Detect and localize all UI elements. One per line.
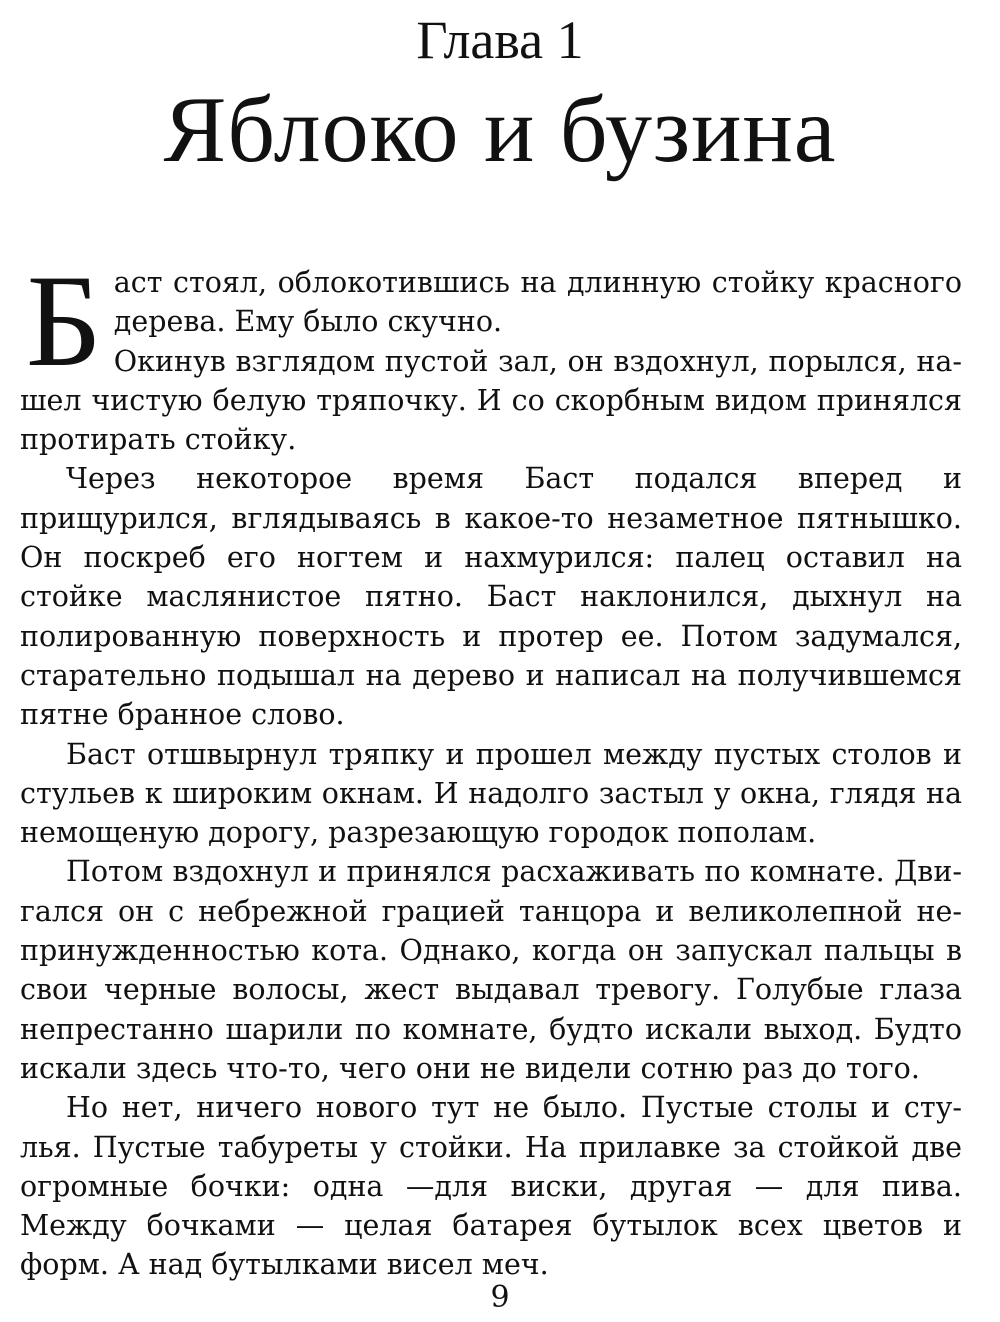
chapter-title: Яблоко и бузина <box>163 78 837 182</box>
drop-cap: Б <box>26 247 102 394</box>
paragraph: Потом вздохнул и принялся расхаживать по комнате. Двигался он с небрежной грацией танцора и великолепной непринужденностью кота. Однако, когда он запускал пальцы в свои черные волосы, жест выдавал тревогу. Голубые глаза непрестанно шарили по комнате, будто искали выход. Будто искали здесь что-то, чего они не видели сотню раз до того. <box>20 855 962 1085</box>
body-text <box>20 247 962 1285</box>
paragraph: Но нет, ничего нового тут не было. Пустые столы и стулья. Пустые табуреты у стойки. На прилавке за стойкой две огромные бочки: одна —для виски, другая — для пива. Между бочками — целая батарея бутылок всех цветов и форм. А над бутылками висел меч. <box>20 1091 962 1282</box>
page-number: 9 <box>490 1280 510 1315</box>
paragraph-text: аст стоял, облокотившись на длинную стойку красного дерева. Ему было скучно. <box>113 266 962 339</box>
chapter-label: Глава 1 <box>416 10 584 70</box>
paragraph-text: Окинув взглядом пустой зал, он вздохнул, порылся, нашел чистую белую тряпочку. И со скорбным видом принялся протирать стойку. <box>20 344 962 457</box>
paragraph: Баст отшвырнул тряпку и прошел между пустых столов и стульев к широким окнам. И надолго застыл у окна, глядя на немощеную дорогу, разрезающую городок пополам. <box>20 737 962 850</box>
paragraph: Через некоторое время Баст подался вперед и прищурился, вглядываясь в какое-то незаметное пятнышко. Он поскреб его ногтем и нахмурился: палец оставил на стойке маслянистое пятно. Баст наклонился, дыхнул на полированную поверхность и протер ее. Потом задумался, старательно подышал на дерево и написал на получившемся пятне бранное слово. <box>20 462 962 732</box>
paragraph <box>20 247 962 459</box>
